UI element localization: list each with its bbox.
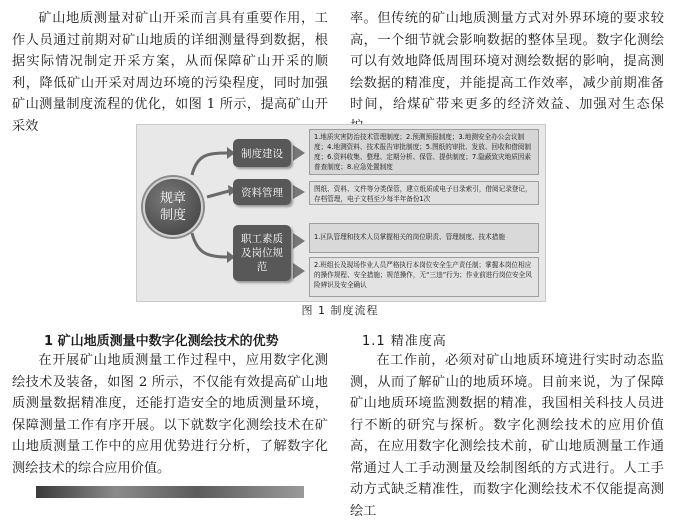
branch-2-text: 图纸、资料、文件等分类保管，建立纸质或电子目录索引，借阅记录登记，存档管理，电子文档至少每半年备份1次 [314,185,532,203]
branch-1-text: 1.地质灾害防治技术管理制度；2.预测预报制度；3.地测安全办公会议制度；4.地测资料、技术报告审批制度；5.图纸的审批、发放、回收和借阅制度；6.资料收集、整理、定期分析、保管、提供制度；7.隐蔽致灾地质因素普查制度；8.应急处置制度 [314,133,531,171]
top-left-paragraph-block [12,8,328,137]
branch-3-content-1 [309,223,539,253]
section-1-1-paragraph: 在工作前，必须对矿山地质环境进行实时动态监测，从而了解矿山的地质环境。目前来说，为了保障矿山地质环境监测数据的精准，我国相关科技人员进行不断的研究与探析。数字化测绘技术的应用价值高，在应用数字化测绘技术前，矿山地质测量工作通常通过人工手动测量及绘制图纸的方式进行。人工手动方式缺乏精准性，而数字化测绘技术不仅能提高测绘工 [350,353,664,519]
arrow-5 [293,185,305,199]
branch-box-policy [233,139,291,167]
arrow-7 [293,263,305,279]
branch-3-text-2: 2.班组长及现场作业人员严格执行本岗位安全生产责任制；掌握本岗位相应的操作规程、安全措施；规范操作，无“三违”行为；作业前进行岗位安全风险辨识及安全确认 [314,261,532,289]
branch-1-content [309,129,539,175]
branch-box-records [233,179,291,205]
connector-3 [192,233,227,257]
section-1-paragraph: 在开展矿山地质测量工作过程中，应用数字化测绘技术及装备，如图 2 所示，不仅能有效提高矿山地质测量数据精准度，还能打造安全的地质测量环境，保障测量工作有序开展。以下就数字化测绘技术在矿山地质测量工作中的应用优势进行分析，了解数字化测绘技术的综合应用价值。 [12,353,328,476]
branch-2-title: 资料管理 [241,186,283,199]
figure-2-image-partial [36,486,304,498]
subsection-heading: 1.1 精准度高 [362,334,447,349]
branch-3-title: 职工素质及岗位规范 [241,233,283,273]
connector-2 [207,191,229,197]
figure-caption: 图 1 制度流程 [301,304,379,317]
branch-2-content [309,181,539,205]
section-1-1-paragraph-block [350,350,664,522]
figure-1-flowchart [136,124,546,302]
top-left-paragraph: 矿山地质测量对矿山开采而言具有重要作用，工作人员通过前期对矿山地质的详细测量得到数据，根据实际情况制定开采方案，从而保障矿山开采的顺利，降低矿山开采对周边环境的污染程度，同时加强矿山测量制度流程的优化，如图 1 所示，提高矿山开采效 [12,11,328,134]
arrow-6 [293,233,305,249]
branch-3-content-2 [309,257,539,297]
branch-3-text-1: 1.区队管理和技术人员掌握相关的岗位职责、管理制度、技术措施 [314,233,505,241]
section-1-paragraph-block [12,350,328,479]
connector-1 [192,153,227,175]
branch-box-staff [233,225,291,281]
branch-1-title: 制度建设 [241,147,283,160]
center-label: 规章制度 [159,191,186,223]
top-right-paragraph: 率。但传统的矿山地质测量方式对外界环境的要求较高，一个细节就会影响数据的整体呈现。数字化测绘可以有效地降低周围环境对测绘数据的影响，提高测绘数据的精准度，并能提高工作效率，减少前期准备时间，给煤矿带来更多的经济效益、加强对生态保 [350,11,664,112]
arrow-4 [293,145,305,161]
center-circle [143,177,203,237]
top-right-paragraph-block [350,8,664,137]
section-heading: 1 矿山地质测量中数字化测绘技术的优势 [44,334,279,349]
